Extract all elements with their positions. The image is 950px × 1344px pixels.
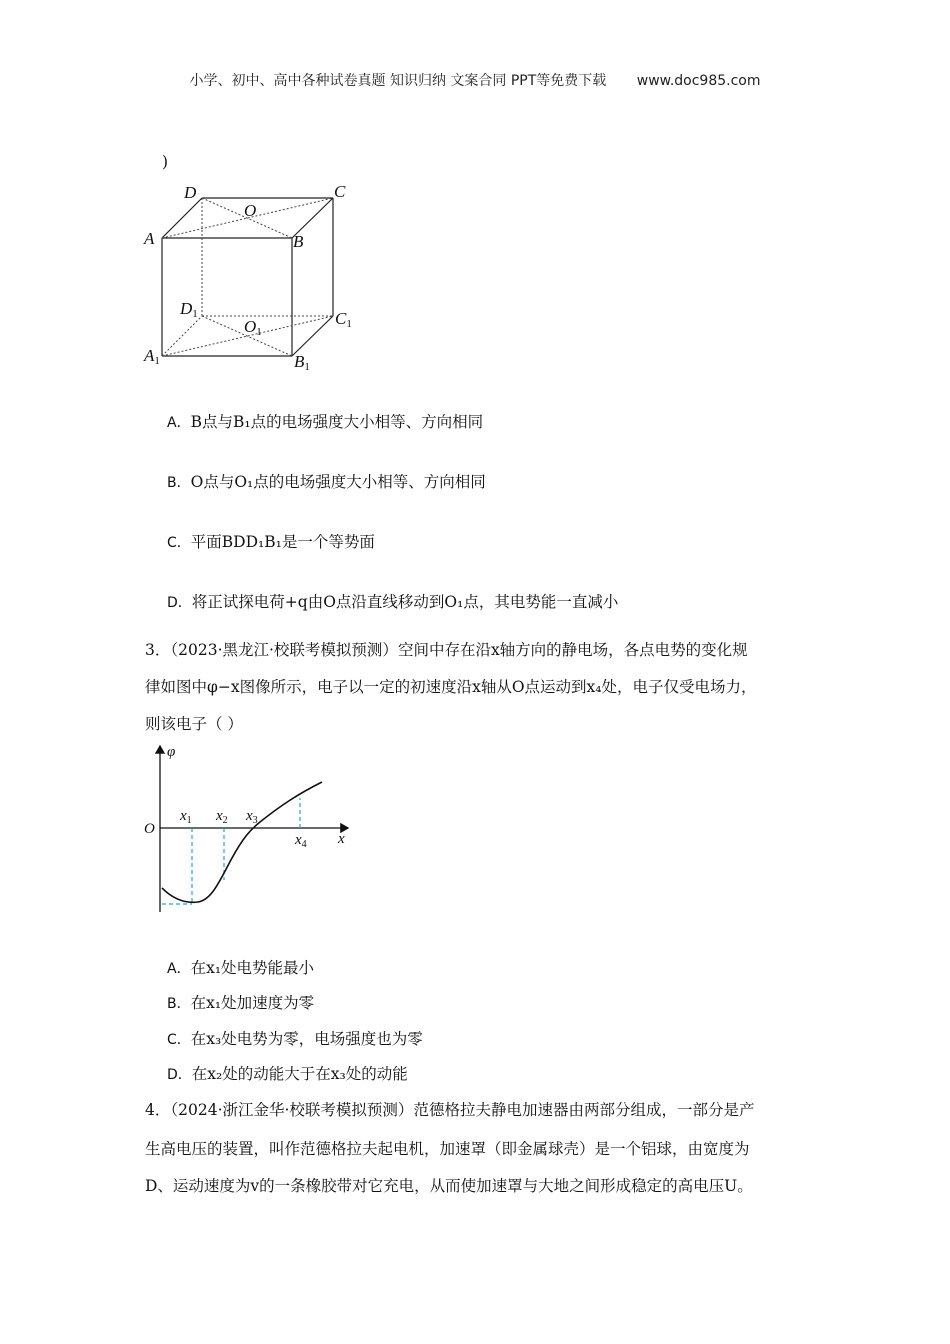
option-text: O点与O₁点的电场强度大小相等、方向相同 — [190, 473, 486, 491]
page-header — [0, 70, 950, 90]
q3-option-a[interactable] — [167, 958, 314, 979]
label-x: x — [338, 831, 345, 847]
label-C: C — [334, 182, 346, 201]
q3-option-c[interactable] — [167, 1029, 423, 1050]
label-x1: $x_1$ — [180, 808, 192, 826]
q4-text-1: 范德格拉夫静电加速器由两部分组成，一部分是产 — [413, 1101, 755, 1119]
option-text: 在x₁处电势能最小 — [190, 959, 315, 977]
q4-line2: 生高电压的装置，叫作范德格拉夫起电机，加速罩（即金属球壳）是一个铝球，由宽度为 — [145, 1140, 750, 1158]
prev-option-c[interactable] — [167, 532, 375, 553]
label-x2: $x_2$ — [216, 808, 228, 826]
edge-C1B1 — [292, 316, 333, 356]
edge-A1D1 — [162, 316, 202, 356]
label-x3: $x_3$ — [246, 808, 258, 826]
option-label: C． — [167, 535, 191, 551]
q3-option-b[interactable] — [167, 993, 314, 1014]
q3-line1 — [145, 640, 748, 660]
label-C1: C1 — [335, 309, 352, 330]
edge-AD — [162, 198, 202, 238]
option-label: A． — [167, 961, 191, 977]
prev-question-tail: ) — [162, 153, 169, 171]
phi-x-graph — [140, 740, 360, 920]
option-text: 将正试探电荷+q由O点沿直线移动到O₁点，其电势能一直减小 — [191, 593, 619, 611]
q3-source: （2023·黑龙江·校联考模拟预测） — [170, 641, 398, 659]
q3-number: 3． — [145, 641, 171, 659]
label-phi: φ — [167, 744, 176, 760]
prev-option-b[interactable] — [167, 472, 486, 493]
header-site[interactable]: www.doc985.com — [636, 73, 761, 89]
option-label: C． — [167, 1032, 191, 1048]
header-text: 小学、初中、高中各种试卷真题 知识归纳 文案合同 PPT等免费下载 — [189, 73, 607, 89]
label-B: B — [293, 232, 304, 251]
q4-number: 4． — [145, 1101, 171, 1119]
label-origin: O — [144, 821, 155, 837]
label-D: D — [184, 183, 197, 202]
prev-option-d[interactable] — [167, 592, 618, 613]
q3-line3: 则该电子（ ） — [145, 715, 243, 733]
q4-line1 — [145, 1100, 754, 1120]
option-text: 平面BDD₁B₁是一个等势面 — [190, 533, 375, 551]
prev-option-a[interactable] — [167, 412, 483, 433]
option-label: B． — [167, 475, 191, 491]
q3-text-1: 空间中存在沿x轴方向的静电场，各点电势的变化规 — [397, 641, 748, 659]
label-A: A — [144, 229, 155, 248]
option-text: 在x₁处加速度为零 — [190, 994, 315, 1012]
q4-line3: D、运动速度为v的一条橡胶带对它充电，从而使加速罩与大地之间形成稳定的高电压U。 — [145, 1177, 753, 1195]
option-label: A． — [167, 415, 191, 431]
label-B1: B1 — [294, 352, 310, 373]
label-O1: O1 — [244, 317, 262, 338]
label-D1: D1 — [180, 299, 198, 320]
option-label: D． — [167, 595, 192, 611]
option-text: B点与B₁点的电场强度大小相等、方向相同 — [190, 413, 484, 431]
q3-option-d[interactable] — [167, 1064, 408, 1085]
q4-source: （2024·浙江金华·校联考模拟预测） — [170, 1101, 414, 1119]
label-x4: $x_4$ — [295, 832, 307, 850]
option-text: 在x₃处电势为零，电场强度也为零 — [190, 1030, 423, 1048]
option-label: B． — [167, 996, 191, 1012]
option-label: D． — [167, 1067, 192, 1083]
q3-line2: 律如图中φ−x图像所示，电子以一定的初速度沿x轴从O点运动到x₄处，电子仅受电场力， — [145, 678, 757, 696]
label-O: O — [244, 201, 257, 220]
label-A1: A1 — [144, 346, 160, 367]
cube-figure — [140, 178, 370, 374]
option-text: 在x₂处的动能大于在x₃处的动能 — [191, 1065, 408, 1083]
